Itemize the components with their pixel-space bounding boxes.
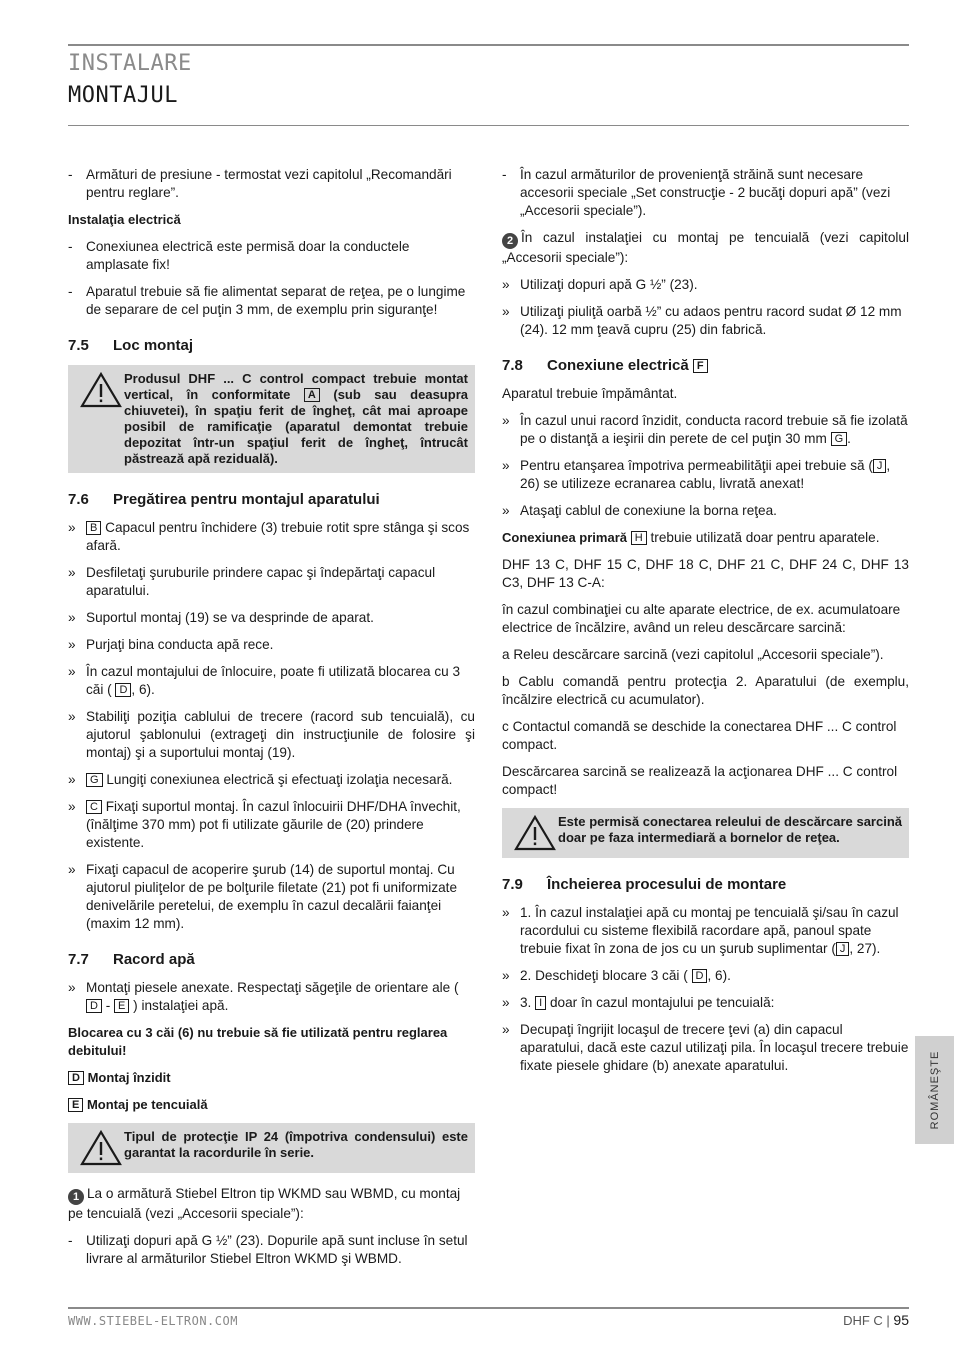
list-item: » Fixaţi capacul de acoperire şurub (14) de suportul montaj. Cu ajutorul piuliţelor de pe bolţurile filetate (21) pot fi uniformizate denivelările peretelui, de exemplu în cazul decalării faianţei (maxim 12 mm). (68, 862, 458, 931)
figure-ref-box: H (631, 531, 647, 545)
list-item: » B Capacul pentru închidere (3) trebuie rotit spre stânga şi scos afară. (68, 520, 470, 553)
numbered-circle-icon: 1 (68, 1189, 84, 1205)
list-item: - În cazul armăturilor de provenienţă străină sunt necesare accesorii speciale „Set construcţie - 2 bucăţi dopuri apă” (vezi „Accesorii speciale”). (502, 167, 891, 218)
dash-marker: - (502, 167, 507, 182)
arrow-marker: » (68, 520, 76, 535)
arrow-marker: » (502, 458, 510, 473)
section-heading-7-6: 7.6 Pregătirea pentru montajul aparatului (68, 491, 380, 508)
figure-ref-box: E (114, 999, 129, 1013)
arrow-marker: » (502, 1022, 510, 1037)
figure-ref-box: F (693, 359, 708, 373)
language-tab: ROMÂNEŞTE (915, 1036, 954, 1144)
figure-ref-box: J (873, 459, 887, 473)
product-name: DHF C (843, 1313, 883, 1328)
arrow-marker: » (68, 799, 76, 814)
arrow-marker: » (502, 503, 510, 518)
section-heading-7-5: 7.5 Loc montaj (68, 337, 194, 354)
section-heading-7-8: 7.8 Conexiune electrică F (502, 357, 909, 375)
section-heading-7-9: 7.9 Încheierea procesului de montare (502, 876, 787, 893)
left-column (68, 166, 475, 1277)
list-item: » Suportul montaj (19) se va desprinde de aparat. (68, 610, 374, 625)
warning-triangle-icon (512, 814, 558, 852)
list-item: » În cazul montajului de înlocuire, poate fi utilizată blocarea cu 3 căi ( D , 6). (68, 664, 461, 697)
figure-ref-box: A (304, 388, 320, 402)
figure-ref-box: G (831, 432, 848, 446)
list-item: » 1. În cazul instalaţiei apă cu montaj pe tencuială şi/sau în cazul racordului cu sisteme flexibilă racordare apă, panoul spate trebuie fixat în zona de jos cu un şurub suplimentar ( J , 27). (502, 905, 899, 956)
page-number: 95 (893, 1312, 909, 1328)
dash-marker: - (68, 167, 73, 182)
numbered-circle-icon: 2 (502, 233, 518, 249)
warning-box: Tipul de protecţie IP 24 (împotriva condensului) este garantat la racordurile în serie. (68, 1123, 475, 1173)
arrow-marker: » (502, 905, 510, 920)
list-item: » Stabiliţi poziţia cablului de trecere (racord sub tencuială), cu ajutorul şablonului (extrageţi din instrucţiunile de folosire şi montaj) şi a suportului montaj (19). (68, 709, 475, 760)
mount-type-label: D Montaj înzidit (68, 1069, 475, 1087)
figure-ref-box: D (692, 969, 708, 983)
figure-ref-box: E (68, 1098, 83, 1112)
figure-ref-box: B (86, 521, 101, 535)
primary-connection-note: Conexiunea primară H trebuie utilizată doar pentru aparatele. (502, 530, 880, 545)
list-item: » Ataşaţi cablul de conexiune la borna reţea. (502, 503, 777, 518)
list-item: » În cazul unui racord înzidit, conducta racord trebuie să fie izolată pe o distanţă a ieşirii din perete de cel puţin 30 mm G . (502, 413, 908, 446)
list-item: » Utilizaţi dopuri apă G ½” (23). (502, 277, 698, 292)
arrow-marker: » (68, 610, 76, 625)
arrow-marker: » (502, 995, 510, 1010)
list-item: » Montaţi piesele anexate. Respectaţi săgeţile de orientare ale ( D - E ) instalaţiei apă. (68, 980, 459, 1013)
list-item: » Pentru etanşarea împotriva permeabilităţii apei trebuie să ( J , 26) se utilizeze ecranarea cablu, livrată anexat! (502, 458, 891, 491)
list-item: » Utilizaţi piuliţă oarbă ½” cu adaos pentru racord sudat Ø 12 mm (24). 12 mm ţeavă cupru (25) din fabrică. (502, 304, 902, 337)
note-paragraph: 1 La o armătură Stiebel Eltron tip WKMD sau WBMD, cu montaj pe tencuială (vezi „Accesorii speciale”): (68, 1186, 461, 1221)
list-item: » Desfiletaţi şuruburile prindere capac şi îndepărtaţi capacul aparatului. (68, 565, 436, 598)
warning-triangle-icon (78, 371, 124, 409)
warning-box: Produsul DHF ... C control compact trebuie montat vertical, în conformitate A (sub sau deasupra chiuvetei), în spaţiu ferit de îngheţ, cât mai aproape posibil de ramificaţie (aparatul demontat trebuie depozitat într-un spaţiul ferit de îngheţ, întrucât păstrează apă reziduală). (68, 365, 475, 473)
arrow-marker: » (68, 980, 76, 995)
figure-ref-box: D (68, 1071, 84, 1085)
arrow-marker: » (502, 968, 510, 983)
arrow-marker: » (68, 709, 76, 724)
footer-rule (68, 1307, 909, 1309)
list-item: » C Fixaţi suportul montaj. În cazul înlocuirii DHF/DHA învechit, (înălţime 370 mm) pot fi utilizate găurile de (20) prindere existente. (68, 799, 461, 850)
figure-ref-box: D (115, 683, 131, 697)
arrow-marker: » (68, 565, 76, 580)
section-heading-7-7: 7.7 Racord apă (68, 951, 195, 968)
list-item: » G Lungiţi conexiunea electrică şi efectuaţi izolaţia necesară. (68, 772, 453, 787)
right-column: - În cazul armăturilor de provenienţă străină sunt necesare accesorii speciale „Set construcţie - 2 bucăţi dopuri apă” (vezi „Accesorii speciale”). 2 În cazul instalaţiei cu montaj pe tencuială (vezi capitolul „Accesorii speciale”): » Utilizaţi dopuri apă G ½” (23). » Utilizaţi piuliţă oarbă ½” cu adaos pentru racord sudat Ø 12 mm (24). 12 mm ţeavă cupru (25) din fabrică. 7.8 Conexiune electrică F Aparatul trebuie împământat. » În cazul unui racord înzidit, conducta racord trebuie să fie izolată pe o distanţă a ieşirii din perete de cel puţin 30 mm G . » Pentru etanşarea împotriva permeabilităţii apei trebuie să ( J , 26) se utilizeze ecranarea cablu, livrată anexat! » Ataşaţi cablul de conexiune la borna reţea. Conexiunea primară H trebuie utilizată doar pentru aparatele. DHF 13 C, DHF 15 C, DHF 18 C, DHF 21 C, DHF 24 C, DHF 13 C3, DHF 13 C-A: în cazul combinaţiei cu alte aparate electrice, de ex. acumulatoare electrice de încălzire, având un releu descărcare sarcină: a Releu descărcare sarcină (vezi capitolul „Accesorii speciale”). b Cablu comandă pentru protecţia 2. Aparatului (de exemplu, încălzire electrică cu acumulator). c Contactul comandă se deschide la conectarea DHF ... C control compact. Descărcarea sarcină se realizează la acţionarea DHF ... C control compact! Este permisă conectarea releului de descărcare sarcină doar pe faza intermediară a bornelor de reţea. 7.9 Încheierea procesului de montare » 1. În cazul instalaţiei apă cu montaj pe tencuială şi/sau în cazul racordului cu sisteme flexibilă racordare apă, panoul spate trebuie fixat în zona de jos cu un şurub suplimentar ( J , 27). » 2. Deschideţi blocare 3 căi ( D , 6). » 3. I doar în cazul montajului pe tencuială: » Decupaţi îngrijit locaşul de trecere ţevi (a) din capacul aparatului, dacă este cazul utilizaţi pila. În locaşul trecere trebuie fixate piesele ghidare (b) anexate aparatului. (502, 167, 909, 1073)
models-list: DHF 13 C, DHF 15 C, DHF 18 C, DHF 21 C, DHF 24 C, DHF 13 C3, DHF 13 C-A: (502, 557, 909, 590)
electric-heading: Instalaţia electrică (68, 212, 181, 227)
list-item: - Conexiunea electrică este permisă doar la conductele amplasate fix! (68, 239, 410, 272)
arrow-marker: » (68, 862, 76, 877)
figure-ref-box: D (86, 999, 102, 1013)
list-item: - Aparatul trebuie să fie alimentat separat de reţea, pe o lungime de separare de cel puţin 3 mm, de exemplu prin siguranţe! (68, 284, 466, 317)
header-rule (68, 125, 909, 126)
list-item: » Purjaţi bina conducta apă rece. (68, 637, 274, 652)
note-paragraph: 2 În cazul instalaţiei cu montaj pe tencuială (vezi capitolul „Accesorii speciale”): (502, 230, 909, 265)
arrow-marker: » (68, 772, 76, 787)
arrow-marker: » (502, 413, 510, 428)
arrow-marker: » (502, 277, 510, 292)
warning-triangle-icon (78, 1129, 124, 1167)
footer-separator: | (886, 1313, 890, 1328)
footer-page-info (843, 1311, 909, 1330)
arrow-marker: » (502, 304, 510, 319)
warning-box: Este permisă conectarea releului de descărcare sarcină doar pe faza intermediară a bornelor de reţea. (502, 808, 909, 858)
dash-marker: - (68, 239, 73, 254)
figure-ref-box: C (86, 800, 102, 814)
figure-ref-box: J (836, 942, 850, 956)
figure-ref-box: G (86, 773, 103, 787)
list-item: » Decupaţi îngrijit locaşul de trecere ţevi (a) din capacul aparatului, dacă este cazul utilizaţi pila. În locaşul trecere trebuie fixate piesele ghidare (b) anexate aparatului. (502, 1022, 909, 1073)
list-item: » 2. Deschideţi blocare 3 căi ( D , 6). (502, 968, 731, 983)
arrow-marker: » (68, 664, 76, 679)
dash-marker: - (68, 1233, 73, 1248)
list-item: » 3. I doar în cazul montajului pe tencuială: (502, 995, 775, 1010)
top-rule (68, 44, 909, 46)
footer-url: WWW.STIEBEL-ELTRON.COM (68, 1314, 238, 1328)
list-item: - Utilizaţi dopuri apă G ½” (23). Dopurile apă sunt incluse în setul livrare al armăturilor Stiebel Eltron WKMD şi WBMD. (68, 1233, 468, 1266)
figure-ref-box: I (535, 996, 546, 1010)
bold-note: Blocarea cu 3 căi (6) nu trebuie să fie utilizată pentru reglarea debitului! (68, 1025, 448, 1058)
page-title: MONTAJUL (68, 83, 178, 108)
mount-type-label: E Montaj pe tencuială (68, 1096, 475, 1114)
list-item: - Armături de presiune - termostat vezi capitolul „Recomandări pentru reglare”. (68, 167, 452, 200)
dash-marker: - (68, 284, 73, 299)
header-section: INSTALARE (68, 51, 192, 76)
arrow-marker: » (68, 637, 76, 652)
